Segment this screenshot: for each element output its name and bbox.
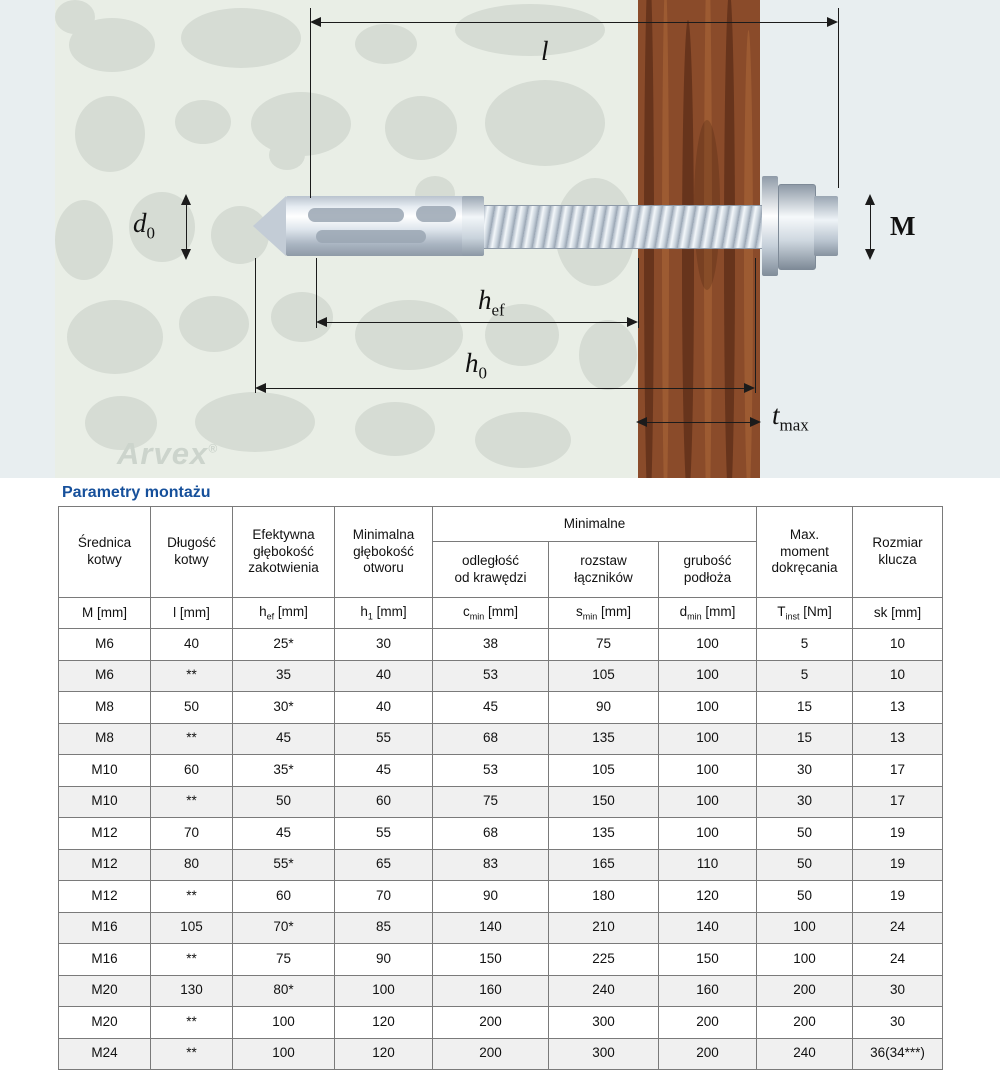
table-cell: 19 — [853, 849, 943, 881]
table-cell: 105 — [549, 755, 659, 787]
table-cell: 200 — [433, 1038, 549, 1070]
anchor-cone — [253, 196, 286, 256]
dim-hef-arrow-right — [627, 317, 638, 327]
unit-cell: $h_{ef}$ [mm] — [233, 598, 335, 629]
table-cell: 100 — [659, 755, 757, 787]
table-cell: 70* — [233, 912, 335, 944]
table-cell: 135 — [549, 723, 659, 755]
table-cell: 15 — [757, 723, 853, 755]
table-cell: 180 — [549, 881, 659, 913]
table-cell: 19 — [853, 881, 943, 913]
table-cell: 30 — [757, 755, 853, 787]
table-cell: 150 — [433, 944, 549, 976]
table-cell: M24 — [59, 1038, 151, 1070]
table-cell: 200 — [757, 975, 853, 1007]
table-cell: 40 — [335, 660, 433, 692]
table-cell: 19 — [853, 818, 943, 850]
label-length: l — [541, 36, 549, 66]
table-row — [59, 692, 943, 724]
dim-d0-arrow-up — [181, 194, 191, 205]
table-cell: M16 — [59, 912, 151, 944]
table-row — [59, 755, 943, 787]
table-cell: 210 — [549, 912, 659, 944]
table-cell: 30* — [233, 692, 335, 724]
anchor-sleeve — [286, 196, 471, 256]
table-cell: 130 — [151, 975, 233, 1007]
label-h0: $h_0$ — [465, 348, 487, 383]
table-cell: 85 — [335, 912, 433, 944]
table-cell: 140 — [659, 912, 757, 944]
table-cell: M16 — [59, 944, 151, 976]
header-spacing: rozstaw łączników — [549, 542, 659, 598]
table-cell: 75 — [549, 629, 659, 661]
table-cell: 140 — [433, 912, 549, 944]
table-cell: M6 — [59, 660, 151, 692]
header-max-torque: Max. moment dokręcania — [757, 507, 853, 598]
table-cell: 100 — [233, 1007, 335, 1039]
header-anchor-diameter: Średnica kotwy — [59, 507, 151, 598]
table-cell: 80 — [151, 849, 233, 881]
table-cell: 38 — [433, 629, 549, 661]
table-cell: 83 — [433, 849, 549, 881]
table-cell: 70 — [151, 818, 233, 850]
header-anchor-length: Długość kotwy — [151, 507, 233, 598]
table-cell: 35* — [233, 755, 335, 787]
table-cell: 25* — [233, 629, 335, 661]
table-cell: 50 — [233, 786, 335, 818]
table-cell: 120 — [335, 1038, 433, 1070]
table-cell: M12 — [59, 881, 151, 913]
table-cell: 225 — [549, 944, 659, 976]
table-cell: 120 — [335, 1007, 433, 1039]
table-cell: 30 — [853, 1007, 943, 1039]
table-cell: 160 — [433, 975, 549, 1007]
unit-cell: sk [mm] — [853, 598, 943, 629]
table-cell: 50 — [151, 692, 233, 724]
table-cell: 24 — [853, 944, 943, 976]
table-cell: 36(34***) — [853, 1038, 943, 1070]
label-d0: $d_0$ — [133, 208, 155, 243]
table-cell: 68 — [433, 723, 549, 755]
table-cell: 65 — [335, 849, 433, 881]
table-cell: 17 — [853, 755, 943, 787]
table-cell: 165 — [549, 849, 659, 881]
table-cell: 100 — [757, 944, 853, 976]
table-cell: 100 — [233, 1038, 335, 1070]
table-cell: 45 — [335, 755, 433, 787]
unit-cell: l [mm] — [151, 598, 233, 629]
table-row — [59, 786, 943, 818]
dim-h0-arrow-left — [255, 383, 266, 393]
table-cell: ** — [151, 723, 233, 755]
table-body — [59, 629, 943, 1070]
table-header-row-1 — [59, 507, 943, 542]
label-tmax: $t_{max}$ — [772, 400, 809, 435]
table-cell: 50 — [757, 818, 853, 850]
table-cell: M12 — [59, 849, 151, 881]
table-row — [59, 1038, 943, 1070]
table-cell: M6 — [59, 629, 151, 661]
dim-l-line — [316, 22, 834, 23]
table-cell: 75 — [433, 786, 549, 818]
anchor-nut — [778, 184, 816, 270]
table-cell: 100 — [757, 912, 853, 944]
table-cell: 300 — [549, 1038, 659, 1070]
table-cell: 53 — [433, 755, 549, 787]
table-cell: 240 — [757, 1038, 853, 1070]
table-cell: 135 — [549, 818, 659, 850]
table-cell: 45 — [433, 692, 549, 724]
table-cell: M12 — [59, 818, 151, 850]
table-cell: 13 — [853, 692, 943, 724]
table-row — [59, 1007, 943, 1039]
table-cell: 120 — [659, 881, 757, 913]
dim-h0-arrow-right — [744, 383, 755, 393]
table-cell: 200 — [433, 1007, 549, 1039]
table-units-row — [59, 598, 943, 629]
table-cell: 17 — [853, 786, 943, 818]
table-cell: 100 — [335, 975, 433, 1007]
table-title: Parametry montażu — [0, 478, 1000, 506]
table-cell: 10 — [853, 660, 943, 692]
header-wrench-size: Rozmiar klucza — [853, 507, 943, 598]
header-min-hole-depth: Minimalna głębokość otworu — [335, 507, 433, 598]
table-cell: 50 — [757, 881, 853, 913]
table-cell: 100 — [659, 692, 757, 724]
table-cell: 105 — [151, 912, 233, 944]
table-cell: 110 — [659, 849, 757, 881]
table-cell: 150 — [549, 786, 659, 818]
mounting-parameters-table — [58, 506, 943, 1070]
table-cell: 100 — [659, 818, 757, 850]
table-cell: 105 — [549, 660, 659, 692]
table-cell: 160 — [659, 975, 757, 1007]
table-cell: 60 — [233, 881, 335, 913]
table-cell: 40 — [151, 629, 233, 661]
table-cell: 30 — [335, 629, 433, 661]
table-cell: M20 — [59, 1007, 151, 1039]
dim-tmax-line — [640, 422, 758, 423]
table-cell: 55 — [335, 818, 433, 850]
anchor-washer — [762, 176, 778, 276]
dim-h0-tick-right — [755, 258, 756, 393]
table-cell: 100 — [659, 786, 757, 818]
table-cell: 55 — [335, 723, 433, 755]
table-cell: 5 — [757, 660, 853, 692]
dim-hef-tick-right — [638, 258, 639, 328]
table-cell: 300 — [549, 1007, 659, 1039]
unit-cell: $d_{min}$ [mm] — [659, 598, 757, 629]
table-cell: M8 — [59, 692, 151, 724]
table-cell: 100 — [659, 629, 757, 661]
dim-d0-arrow-down — [181, 249, 191, 260]
table-cell: 75 — [233, 944, 335, 976]
table-row — [59, 881, 943, 913]
table-cell: 60 — [335, 786, 433, 818]
table-cell: 80* — [233, 975, 335, 1007]
table-cell: 24 — [853, 912, 943, 944]
unit-cell: $s_{min}$ [mm] — [549, 598, 659, 629]
table-cell: ** — [151, 660, 233, 692]
table-row — [59, 660, 943, 692]
unit-cell: M [mm] — [59, 598, 151, 629]
table-row — [59, 818, 943, 850]
table-cell: 55* — [233, 849, 335, 881]
dim-l-tick-left — [310, 8, 311, 198]
table-cell: 13 — [853, 723, 943, 755]
table-cell: M10 — [59, 786, 151, 818]
table-cell: M10 — [59, 755, 151, 787]
dim-m-arrow-up — [865, 194, 875, 205]
table-cell: 68 — [433, 818, 549, 850]
table-cell: M20 — [59, 975, 151, 1007]
unit-cell: $c_{min}$ [mm] — [433, 598, 549, 629]
anchor-diagram — [0, 0, 1000, 478]
dim-tmax-arrow-right — [750, 417, 761, 427]
dim-h0-line — [261, 388, 751, 389]
table-cell: 150 — [659, 944, 757, 976]
table-cell: 10 — [853, 629, 943, 661]
header-edge-distance: odległość od krawędzi — [433, 542, 549, 598]
header-base-thickness: grubość podłoża — [659, 542, 757, 598]
table-cell: 50 — [757, 849, 853, 881]
dim-l-tick-right — [838, 8, 839, 188]
table-cell: 45 — [233, 818, 335, 850]
dim-l-arrow-left — [310, 17, 321, 27]
dim-m-arrow-down — [865, 249, 875, 260]
anchor-end — [814, 196, 838, 256]
table-cell: ** — [151, 944, 233, 976]
table-cell: 35 — [233, 660, 335, 692]
dim-h0-tick-left — [255, 258, 256, 393]
table-row — [59, 849, 943, 881]
table-cell: ** — [151, 1007, 233, 1039]
table-cell: 200 — [757, 1007, 853, 1039]
table-cell: 30 — [853, 975, 943, 1007]
dim-tmax-arrow-left — [636, 417, 647, 427]
unit-cell: $h_1$ [mm] — [335, 598, 433, 629]
table-cell: 40 — [335, 692, 433, 724]
anchor-thread — [484, 205, 762, 249]
table-row — [59, 912, 943, 944]
table-cell: 100 — [659, 723, 757, 755]
table-cell: ** — [151, 786, 233, 818]
table-cell: 200 — [659, 1007, 757, 1039]
header-group-minimal: Minimalne — [433, 507, 757, 542]
label-hef: $h_{ef}$ — [478, 285, 505, 320]
unit-cell: $T_{inst}$ [Nm] — [757, 598, 853, 629]
brand-watermark: Arvex® — [117, 436, 219, 471]
table-cell: 53 — [433, 660, 549, 692]
table-cell: 100 — [659, 660, 757, 692]
table-cell: 240 — [549, 975, 659, 1007]
dim-l-arrow-right — [827, 17, 838, 27]
table-cell: 30 — [757, 786, 853, 818]
label-m: M — [890, 211, 916, 241]
table-row — [59, 975, 943, 1007]
table-cell: 70 — [335, 881, 433, 913]
table-row — [59, 629, 943, 661]
table-cell: 90 — [549, 692, 659, 724]
table-cell: 5 — [757, 629, 853, 661]
header-effective-depth: Efektywna głębokość zakotwienia — [233, 507, 335, 598]
table-cell: 45 — [233, 723, 335, 755]
table-cell: 90 — [335, 944, 433, 976]
table-row — [59, 944, 943, 976]
table-cell: M8 — [59, 723, 151, 755]
table-cell: 90 — [433, 881, 549, 913]
table-row — [59, 723, 943, 755]
table-cell: 200 — [659, 1038, 757, 1070]
dim-hef-arrow-left — [316, 317, 327, 327]
table-cell: 60 — [151, 755, 233, 787]
table-cell: ** — [151, 881, 233, 913]
table-cell: 15 — [757, 692, 853, 724]
dim-hef-line — [322, 322, 634, 323]
anchor-collar — [462, 196, 484, 256]
table-cell: ** — [151, 1038, 233, 1070]
